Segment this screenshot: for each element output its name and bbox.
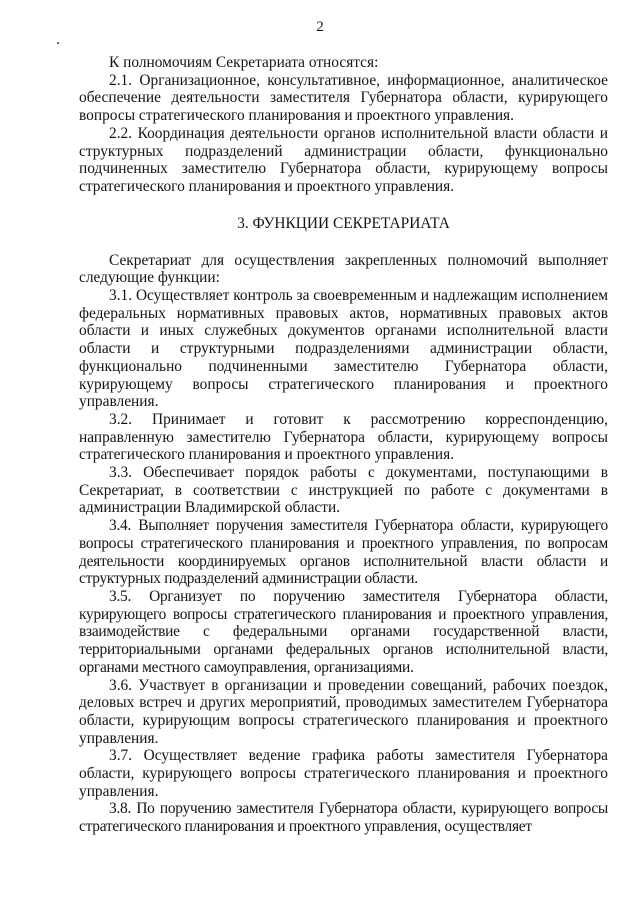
paragraph-3-8: 3.8. По поручению заместителя Губернатора области, курирующего вопросы стратегического планирования и проектного управления, осуществляет [79,800,608,836]
paragraph-3-3: 3.3. Обеспечивает порядок работы с документами, поступающими в Секретариат, в соответствии с инструкцией по работе с документами в администрации Владимирской области. [79,464,608,517]
paragraph-3-4: 3.4. Выполняет поручения заместителя Губернатора области, курирующего вопросы стратегического планирования и проектного управления, по вопросам деятельности координируемых органов исполнительной власти области и структурных подразделений администрации области. [79,517,608,588]
paragraph-intro: К полномочиям Секретариата относятся: [109,54,379,71]
paragraph-2-1: 2.1. Организационное, консультативное, информационное, аналитическое обеспечение деятельности заместителя Губернатора области, курирующего вопросы стратегического планирования и проектного управления. [79,71,608,125]
paragraph-3-5: 3.5. Организует по поручению заместителя Губернатора области, курирующего вопросы стратегического планирования и проектного управления, взаимодействие с федеральными органами государственной власти, территориальными органами федеральных органов исполнительной власти, органами местного самоуправления, организациями. [79,587,608,676]
paragraph-functions-intro: Секретариат для осуществления закрепленных полномочий выполняет следующие функции: [79,251,608,287]
section-heading: 3. ФУНКЦИИ СЕКРЕТАРИАТА [237,214,450,232]
scan-speck [57,42,59,44]
paragraph-3-2: 3.2. Принимает и готовит к рассмотрению корреспонденцию, направленную заместителю Губернатора области, курирующему вопросы стратегического планирования и проектного управления. [79,410,608,464]
paragraph-3-1: 3.1. Осуществляет контроль за своевременным и надлежащим исполнением федеральных нормативных правовых актов, нормативных правовых актов области и иных служебных документов органами исполнительной власти области и структурными подразделениями администрации области, функционально подчиненными заместителю Губернатора области, курирующему вопросы стратегического планирования и проектного управления. [79,287,608,411]
paragraph-2-2: 2.2. Координация деятельности органов исполнительной власти области и структурных подразделений администрации области, функционально подчиненных заместителю Губернатора области, курирующему вопросы стратегического планирования и проектного управления. [79,124,608,195]
document-body [79,54,608,836]
page-number: 2 [316,19,324,35]
paragraph-3-7: 3.7. Осуществляет ведение графика работы заместителя Губернатора области, курирующего вопросы стратегического планирования и проектного управления. [79,747,608,800]
paragraph-3-6: 3.6. Участвует в организации и проведении совещаний, рабочих поездок, деловых встреч и других мероприятий, проводимых заместителем Губернатора области, курирующим вопросы стратегического планирования и проектного управления. [79,676,608,747]
